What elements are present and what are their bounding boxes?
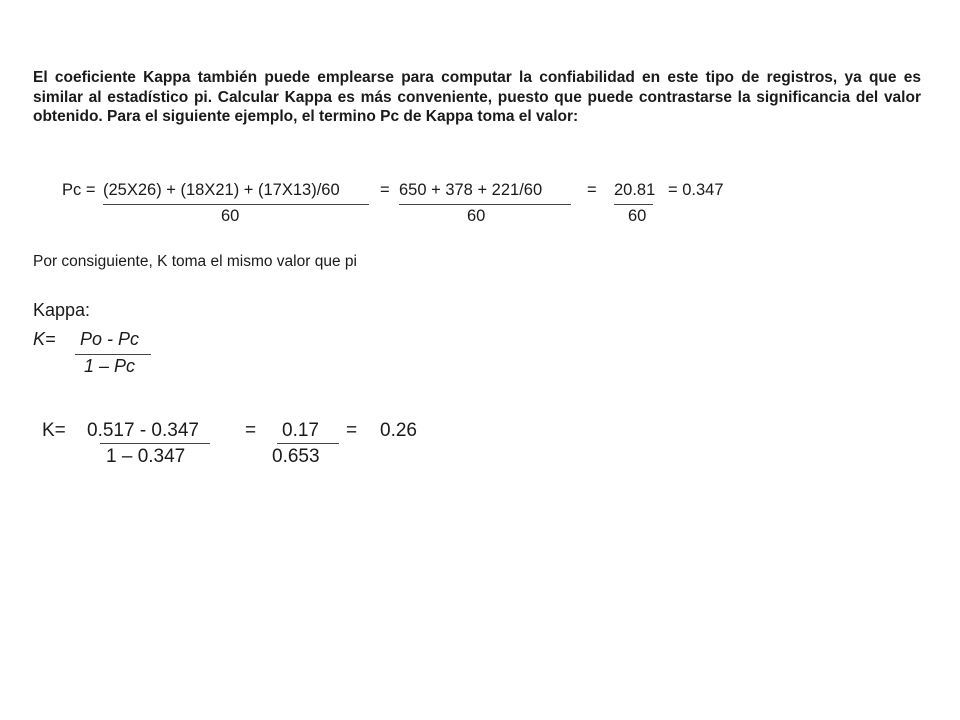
pc-label: Pc = <box>62 181 96 199</box>
kappa-computed-label: K= <box>42 420 66 441</box>
kappa-computed-numerator-2: 0.17 <box>282 420 319 441</box>
kappa-general-numerator: Po - Pc <box>80 329 140 349</box>
kappa-heading: Kappa: <box>33 300 91 320</box>
kappa-computed-fraction-bar-1 <box>100 443 210 444</box>
pc-numerator-1: (25X26) + (18X21) + (17X13)/60 <box>103 181 340 199</box>
pc-denominator-1: 60 <box>221 207 240 225</box>
pc-denominator-3: 60 <box>628 207 647 225</box>
pc-fraction-bar-2 <box>399 204 571 205</box>
intro-paragraph: El coeficiente Kappa también puede emplearse para computar la confiabilidad en este tipo de registros, ya que es similar al estadístico pi. Calcular Kappa es más conveniente, puesto que puede contrastarse la significancia del valor obtenido. Para el siguiente ejemplo, el termino Pc de Kappa toma el valor: <box>33 69 921 125</box>
pc-equals-1: = <box>380 181 390 199</box>
kappa-computed-equals-1: = <box>245 420 257 441</box>
pc-numerator-3: 20.81 <box>614 181 656 199</box>
conclusion-text: Por consiguiente, K toma el mismo valor que pi <box>33 253 357 270</box>
kappa-general-label: K= <box>33 329 56 349</box>
pc-fraction-bar-1 <box>103 204 369 205</box>
kappa-computed-denominator-2: 0.653 <box>272 446 320 467</box>
pc-equals-3: = 0.347 <box>668 181 724 199</box>
kappa-computed-denominator-1: 1 – 0.347 <box>106 446 186 467</box>
pc-fraction-bar-3 <box>614 204 653 205</box>
kappa-computed-equals-2: = <box>346 420 358 441</box>
kappa-computed-fraction-bar-2 <box>277 443 339 444</box>
kappa-general-fraction-bar <box>75 354 151 355</box>
kappa-computed-numerator-1: 0.517 - 0.347 <box>87 420 199 441</box>
pc-equals-2: = <box>587 181 597 199</box>
kappa-result: 0.26 <box>380 420 417 441</box>
pc-denominator-2: 60 <box>467 207 486 225</box>
kappa-general-denominator: 1 – Pc <box>84 356 136 376</box>
pc-numerator-2: 650 + 378 + 221/60 <box>399 181 543 199</box>
